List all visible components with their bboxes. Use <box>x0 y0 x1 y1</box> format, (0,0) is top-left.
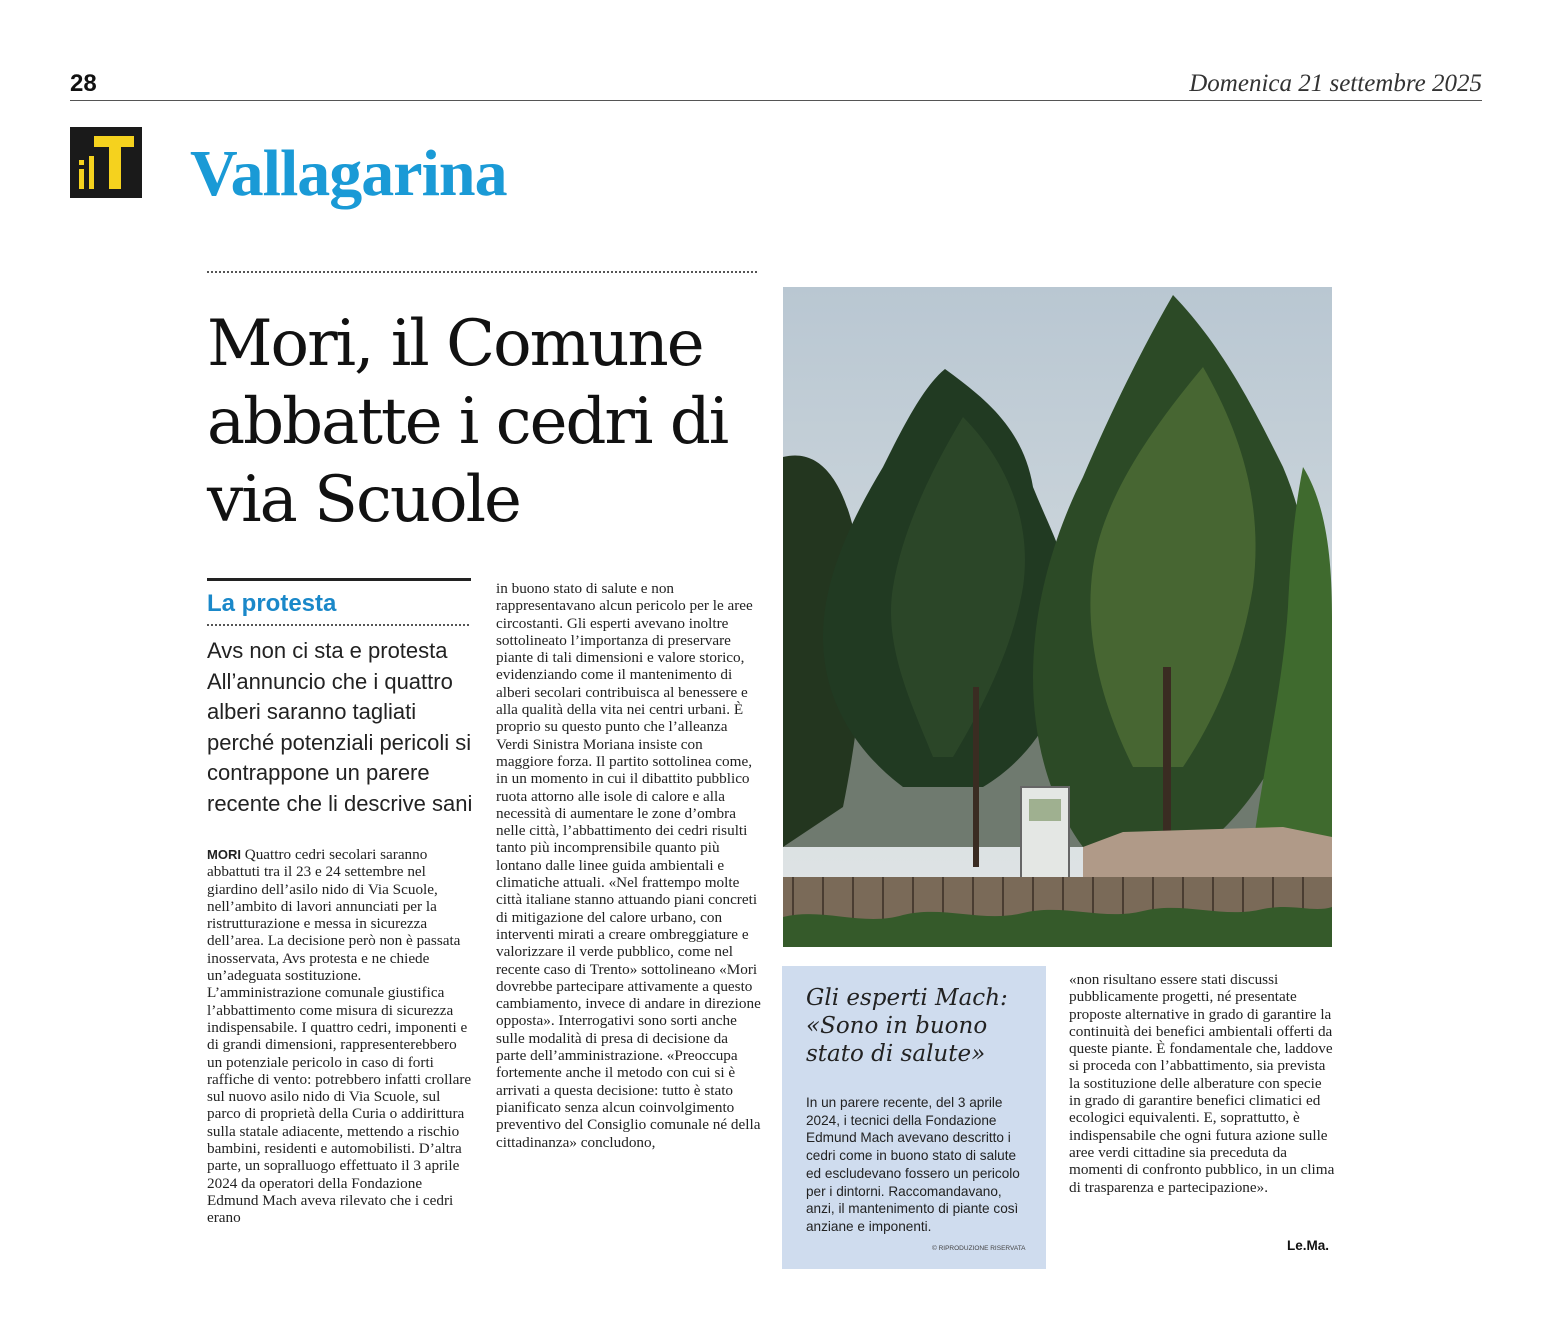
headline-divider <box>207 271 757 273</box>
article-column-1 <box>207 846 473 1227</box>
article-column-3: «non risultano essere stati discussi pubblicamente progetti, né presentate proposte alternative in grado di garantire la continuità dei benefici ambientali offerti da queste piante. È fondamentale che, laddove si proceda con l’abbattimento, sia prevista la sostituzione delle alberature con specie in grado di garantire benefici climatici ed ecologici equivalenti. E, soprattutto, è indispensabile che ogni futura azione sulle aree verdi cittadine sia preceduta da momenti di confronto pubblico, in un clima di trasparenza e partecipazione». <box>1069 971 1335 1196</box>
author-signature: Le.Ma. <box>1287 1238 1330 1253</box>
article-column-2: in buono stato di salute e non rappresentavano alcun pericolo per le aree circostanti. Gli esperti avevano inoltre sottolineato l’importanza di preservare piante di tali dimensioni e valore storico, evidenziando come il mantenimento di alberi secolari contribuisca al benessere e alla qualità della vita nei centri urbani. È proprio su questo punto che l’alleanza Verdi Sinistra Moriana insiste con maggiore forza. Il partito sottolinea come, in un momento in cui il dibattito pubblico ruota attorno alle isole di calore e alla necessità di aumentare le zone d’ombra nelle città, l’abbattimento dei cedri risulti tanto più incomprensibile quanto più lontano dalle linee guida ambientali e climatiche attuali. «Nel frattempo molte città italiane stanno attuando piani concreti di mitigazione del calore urbano, con interventi mirati a creare ombreggiature e valorizzare il verde pubblico, come nel recente caso di Trento» sottolineano «Mori dovrebbe partecipare attivamente a questo cambiamento, invece di andare in direzione opposta». Interrogativi sono sorti anche sulle modalità di presa di decisione da parte dell’amministrazione. «Preoccupa fortemente anche il metodo con cui si è arrivati a questa decisione: tutto è stato pianificato senza alcun coinvolgimento preventivo del Consiglio comunale né della cittadinanza» concludono, <box>496 580 761 1151</box>
kicker-rule <box>207 578 471 581</box>
sidebar-box <box>782 966 1046 1269</box>
kicker-divider <box>207 624 469 626</box>
copyright-notice: © RIPRODUZIONE RISERVATA <box>932 1245 1026 1252</box>
dateline: MORI <box>207 847 241 862</box>
subheadline: Avs non ci sta e protesta All’annuncio che i quattro alberi saranno tagliati perché potenziali pericoli si contrappone un parere recente che li descrive sani <box>207 638 473 816</box>
newspaper-logo <box>70 127 142 198</box>
sidebar-title: Gli esperti Mach: «Sono in buono stato di salute» <box>806 985 1008 1067</box>
article-text-1: Quattro cedri secolari saranno abbattuti tra il 23 e 24 settembre nel giardino dell’asilo nido di Via Scuole, nell’ambito di lavori annunciati per la ristrutturazione e messa in sicurezza dell’area. La decisione però non è passata inosservata, Avs protesta e ne chiede un’adeguata sostituzione. L’amministrazione comunale giustifica l’abbattimento come misura di sicurezza indispensabile. I quattro cedri, imponenti e di grandi dimensioni, rappresenterebbero un potenziale pericolo in caso di forti raffiche di vento: potrebbero infatti crollare sul nuovo asilo nido di Via Scuole, sul parco di proprietà della Curia o addirittura sulla statale adiacente, mettendo a rischio bambini, residenti e automobilisti. D’altra parte, un sopralluogo effettuato il 3 aprile 2024 da operatori della Fondazione Edmund Mach aveva rilevato che i cedri erano <box>207 846 472 1227</box>
cedar-trees-illustration <box>783 287 1332 947</box>
cedar-trees-photo <box>783 287 1332 947</box>
issue-date: Domenica 21 settembre 2025 <box>1189 70 1482 97</box>
sidebar-text: In un parere recente, del 3 aprile 2024, i tecnici della Fondazione Edmund Mach avevano descritto i cedri come in buono stato di salute ed escludevano fossero un pericolo per i dintorni. Raccomandavano, anzi, il mantenimento di piante così anziane e imponenti. <box>806 1095 1020 1234</box>
section-title: Vallagarina <box>190 137 507 210</box>
header-rule <box>70 100 1482 101</box>
kicker: La protesta <box>207 590 337 617</box>
headline: Mori, il Comune abbatte i cedri di via Scuole <box>207 307 728 537</box>
page-number: 28 <box>70 70 97 97</box>
